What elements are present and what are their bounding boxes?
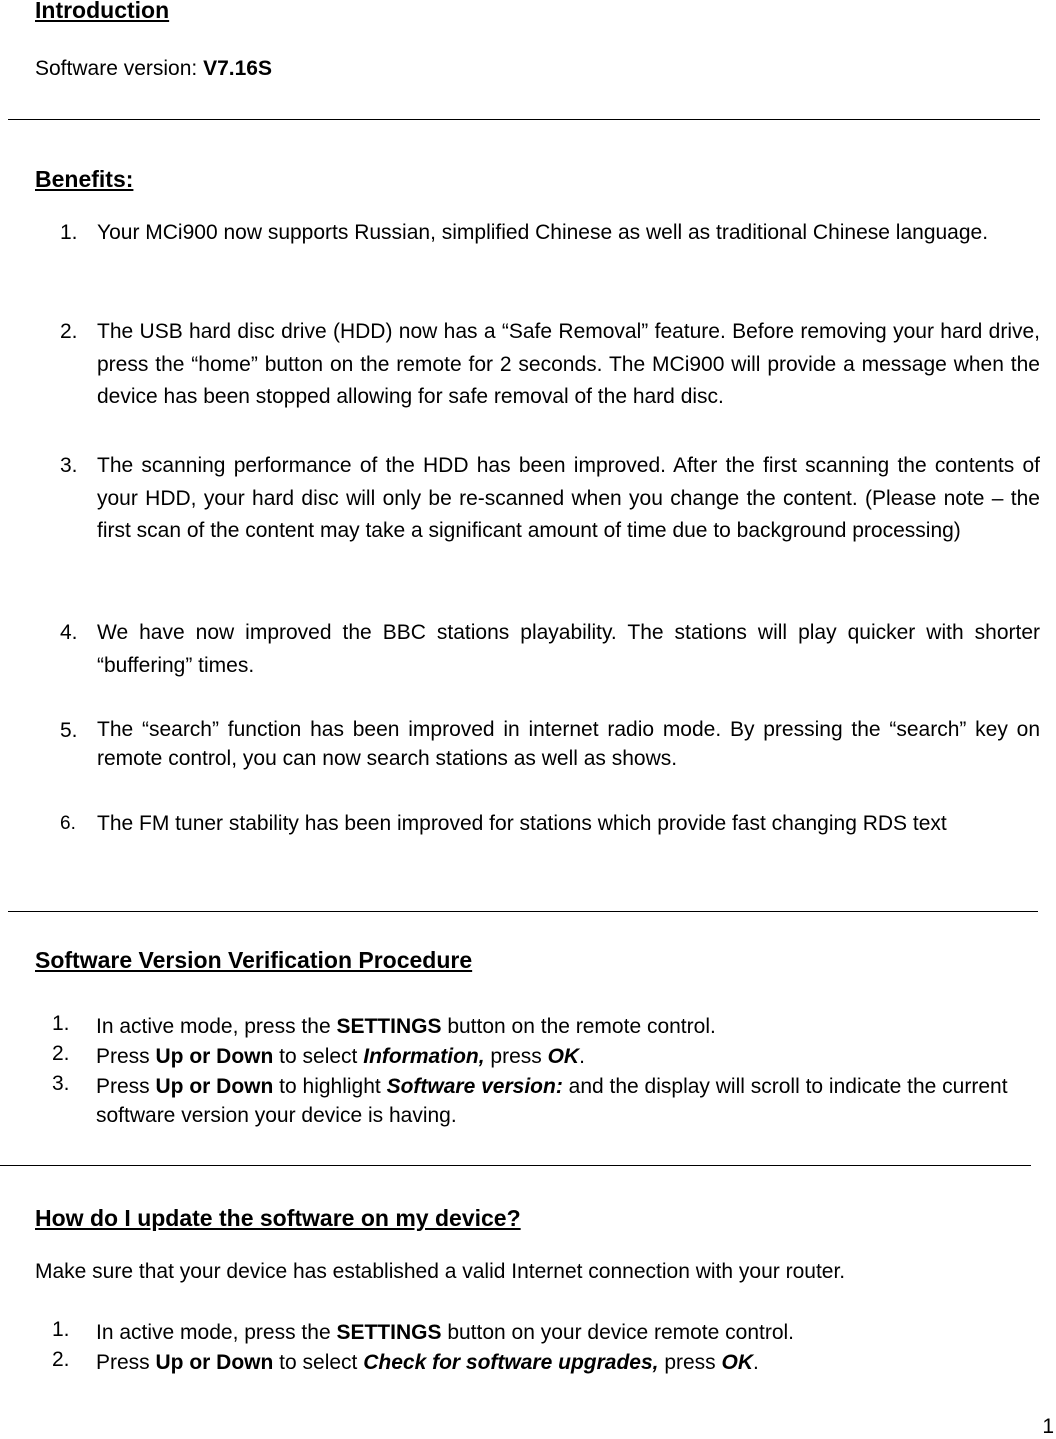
divider-1: [8, 119, 1040, 120]
divider-2: [8, 911, 1038, 912]
verification-step-number: 2.: [52, 1042, 70, 1065]
verification-step-number: 1.: [52, 1012, 70, 1035]
update-step-text: In active mode, press the SETTINGS button on your device remote control.: [96, 1321, 795, 1344]
intro-heading: Introduction: [35, 0, 170, 23]
verification-step-text: Press Up or Down to highlight Software version: and the display will scroll to indicate the current software version your device is having.: [96, 1075, 1008, 1127]
benefit-text: Your MCi900 now supports Russian, simplified Chinese as well as traditional Chinese language.: [97, 221, 989, 244]
benefits-heading: Benefits:: [35, 166, 134, 192]
verification-step-text: Press Up or Down to select Information, press OK.: [96, 1045, 585, 1068]
benefit-number: 6.: [60, 813, 76, 834]
benefit-number: 1.: [60, 221, 78, 244]
benefit-text: The USB hard disc drive (HDD) now has a “Safe Removal” feature. Before removing your hard drive, press the “home” button on the remote for 2 seconds. The MCi900 will provide a message when the device has been stopped allowing for safe removal of the hard disc.: [97, 320, 1040, 408]
benefit-number: 5.: [60, 719, 78, 742]
benefit-text: The FM tuner stability has been improved for stations which provide fast changing RDS text: [97, 812, 947, 835]
benefit-number: 2.: [60, 320, 78, 343]
update-heading: How do I update the software on my device?: [35, 1205, 521, 1231]
benefit-text: We have now improved the BBC stations playability. The stations will play quicker with shorter “buffering” times.: [97, 621, 1040, 677]
update-intro: Make sure that your device has established a valid Internet connection with your router.: [35, 1260, 846, 1283]
software-version-label: Software version:: [35, 57, 204, 80]
benefit-number: 4.: [60, 621, 78, 644]
benefit-text: The “search” function has been improved in internet radio mode. By pressing the “search” key on remote control, you can now search stations as well as shows.: [97, 718, 1040, 770]
software-version-value: V7.16S: [203, 57, 272, 80]
page-number: 1: [1042, 1415, 1054, 1438]
benefit-text: The scanning performance of the HDD has been improved. After the first scanning the contents of your HDD, your hard disc will only be re-scanned when you change the content. (Please note – the first scan of the content may take a significant amount of time due to background processing): [97, 454, 1040, 542]
update-step-number: 1.: [52, 1318, 70, 1341]
benefit-number: 3.: [60, 454, 78, 477]
verification-step-number: 3.: [52, 1072, 70, 1095]
update-step-number: 2.: [52, 1348, 70, 1371]
verification-heading: Software Version Verification Procedure: [35, 947, 473, 973]
update-step-text: Press Up or Down to select Check for software upgrades, press OK.: [96, 1351, 759, 1374]
software-version-line: [35, 57, 272, 81]
divider-3: [0, 1165, 1031, 1166]
verification-step-text: In active mode, press the SETTINGS button on the remote control.: [96, 1015, 716, 1038]
